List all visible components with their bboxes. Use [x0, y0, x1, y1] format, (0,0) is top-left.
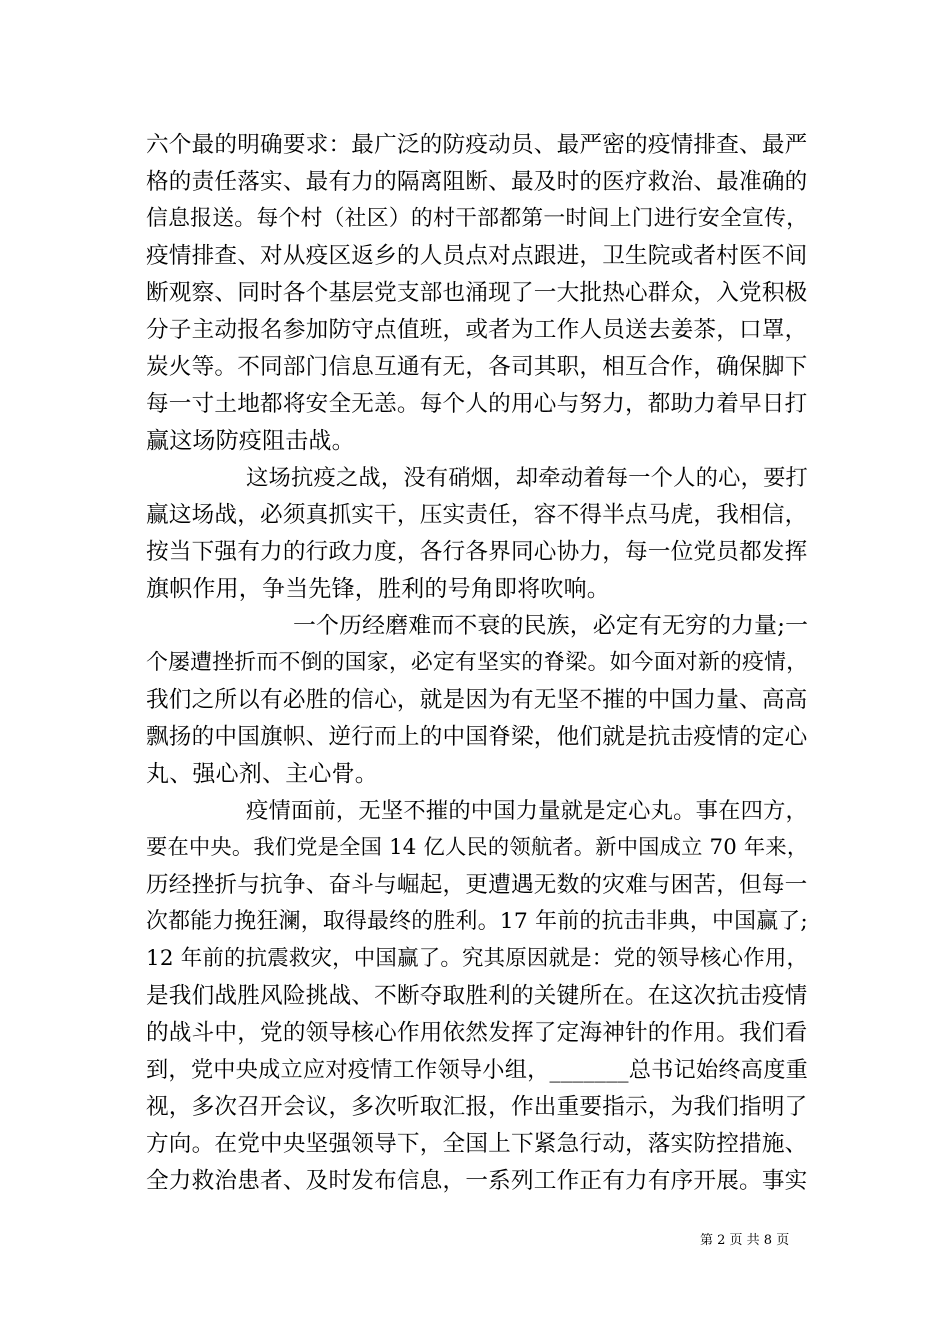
text-line: 按当下强有力的行政力度，各行各界同心协力，每一位党员都发挥: [146, 539, 808, 565]
paragraph-start-line: 这场抗疫之战，没有硝烟，却牵动着每一个人的心，要打: [246, 465, 809, 491]
text-line: 全力救治患者、及时发布信息，一系列工作正有力有序开展。事实: [146, 1168, 808, 1194]
paragraph-start-line: 疫情面前，无坚不摧的中国力量就是定心丸。事在四方，: [246, 798, 809, 824]
text-line: 要在中央。我们党是全国 14 亿人民的领航者。新中国成立 70 年来，: [146, 835, 809, 860]
text-line: 信息报送。每个村（社区）的村干部都第一时间上门进行安全宣传，: [146, 206, 809, 231]
text-line: 赢这场防疫阻击战。: [146, 428, 355, 454]
text-line: 分子主动报名参加防守点值班，或者为工作人员送去姜茶，口罩，: [146, 317, 808, 343]
text-line: 每一寸土地都将安全无恙。每个人的用心与努力，都助力着早日打: [146, 391, 808, 417]
text-line: 的战斗中，党的领导核心作用依然发挥了定海神针的作用。我们看: [146, 1020, 808, 1046]
text-line: 断观察、同时各个基层党支部也涌现了一大批热心群众，入党积极: [146, 280, 808, 306]
text-line: 六个最的明确要求：最广泛的防疫动员、最严密的疫情排查、最严: [146, 132, 808, 158]
paragraph-start-line: 一个历经磨难而不衰的民族，必定有无穷的力量;一: [293, 613, 809, 639]
text-line: 方向。在党中央坚强领导下，全国上下紧急行动，落实防控措施、: [146, 1131, 808, 1157]
text-line: 格的责任落实、最有力的隔离阻断、最及时的医疗救治、最准确的: [146, 169, 808, 195]
text-line: 到，党中央成立应对疫情工作领导小组，_______总书记始终高度重: [146, 1057, 809, 1083]
text-line: 是我们战胜风险挑战、不断夺取胜利的关键所在。在这次抗击疫情: [146, 983, 808, 1009]
text-line: 我们之所以有必胜的信心，就是因为有无坚不摧的中国力量、高高: [146, 687, 808, 713]
text-line: 视，多次召开会议，多次听取汇报，作出重要指示，为我们指明了: [146, 1094, 808, 1120]
text-line: 次都能力挽狂澜，取得最终的胜利。17 年前的抗击非典，中国赢了;: [146, 909, 808, 934]
text-line: 12 年前的抗震救灾，中国赢了。究其原因就是：党的领导核心作用，: [146, 946, 809, 971]
text-line: 丸、强心剂、主心骨。: [146, 761, 378, 787]
text-line: 炭火等。不同部门信息互通有无，各司其职，相互合作，确保脚下: [146, 354, 808, 380]
text-line: 疫情排查、对从疫区返乡的人员点对点跟进，卫生院或者村医不间: [146, 243, 808, 269]
text-line: 飘扬的中国旗帜、逆行而上的中国脊梁，他们就是抗击疫情的定心: [146, 724, 808, 750]
text-line: 个屡遭挫折而不倒的国家，必定有坚实的脊梁。如今面对新的疫情，: [146, 650, 809, 675]
text-line: 旗帜作用，争当先锋，胜利的号角即将吹响。: [146, 576, 610, 602]
text-line: 历经挫折与抗争、奋斗与崛起，更遭遇无数的灾难与困苦，但每一: [146, 872, 808, 898]
page-number-footer: 第 2 页 共 8 页: [700, 1233, 790, 1248]
text-line: 赢这场战，必须真抓实干，压实责任，容不得半点马虎，我相信，: [146, 502, 808, 528]
